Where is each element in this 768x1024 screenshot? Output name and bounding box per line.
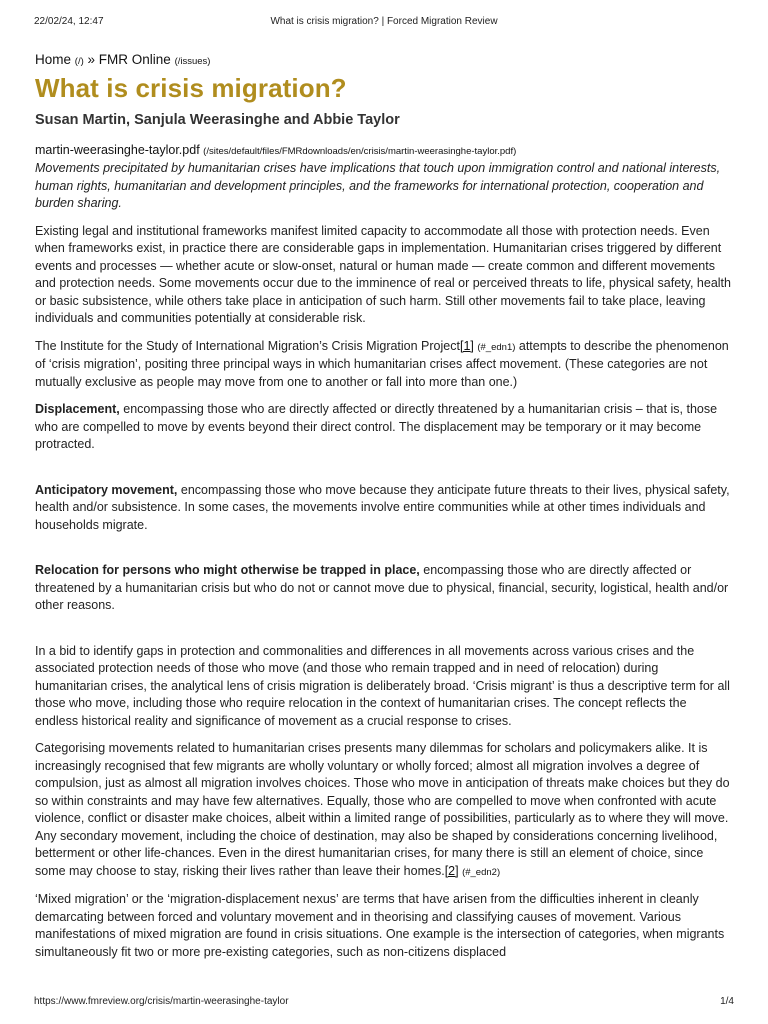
paragraph-displacement <box>35 401 733 454</box>
paragraph-1: Existing legal and institutional frameworks manifest limited capacity to accommodate all those with protection needs. Even when frameworks exist, in practice there are considerable gaps in implementation. Humanitarian crises triggered by different events and processes — whether acute or slow-onset, natural or human made — create common and different movements and protection needs. Some movements occur due to the imminence of real or perceived threats to life, physical safety, health or basic subsistence, while others take place in anticipation of such harm. Still other movements fail to take place, leaving individuals and communities potentially at considerable risk. <box>35 223 731 325</box>
breadcrumb <box>35 50 733 72</box>
footnote-link-1[interactable]: [1] <box>459 338 474 353</box>
pdf-download-link[interactable]: martin-weerasinghe-taylor.pdf <box>35 143 200 157</box>
paragraph-anticipatory <box>35 482 733 535</box>
paragraph-7 <box>35 740 733 881</box>
print-url: https://www.fmreview.org/crisis/martin-weerasinghe-taylor <box>34 996 289 1007</box>
breadcrumb-fmr-online-link[interactable]: FMR Online <box>98 52 171 67</box>
paragraph-relocation <box>35 562 733 615</box>
anticipatory-text: encompassing those who move because they anticipate future threats to their lives, physical safety, health and/or subsistence. In some cases, the movements involve entire communities while at other times individuals and households migrate. <box>35 482 730 532</box>
paragraph-2-text-b: attempts to describe the phenomenon of ‘crisis migration’, positing three principal ways in which humanitarian crises affect movement. (These categories are not mutually exclusive as people may move from one to another or fall into more than one.) <box>35 338 729 389</box>
page-title: What is crisis migration? <box>35 73 347 103</box>
print-header <box>34 16 734 30</box>
article-content <box>35 50 733 961</box>
print-timestamp: 22/02/24, 12:47 <box>34 16 104 27</box>
breadcrumb-fmr-path: (/issues) <box>174 56 211 67</box>
article-authors: Susan Martin, Sanjula Weerasinghe and Abbie Taylor <box>35 112 400 128</box>
paragraph-6: In a bid to identify gaps in protection and commonalities and differences in all movements across various crises and the associated protection needs of those who move (and those who remain trapped and in need of relocation) during humanitarian crises, the analytical lens of crisis migration is deliberately broad. ‘Crisis migrant’ is thus a descriptive term for all those who move, including those who require relocation in the context of humanitarian crises. The concept reflects the endless historical reality and significance of movement as a crucial response to crises. <box>35 643 730 728</box>
paragraph-2-text-a: The Institute for the Study of International Migration’s Crisis Migration Project <box>35 338 460 353</box>
breadcrumb-home-path: (/) <box>74 56 84 67</box>
footnote-path-2: (#_edn2) <box>462 866 501 878</box>
breadcrumb-separator: » <box>87 52 96 67</box>
footnote-link-2[interactable]: [2] <box>444 863 459 878</box>
displacement-text: encompassing those who are directly affected or directly threatened by a humanitarian crisis – that is, those who are compelled to move by events beyond their direct control. The displacement may be temporary or it may become protracted. <box>35 402 718 451</box>
print-page-title: What is crisis migration? | Forced Migration Review <box>270 16 498 27</box>
term-displacement: Displacement, <box>35 402 120 416</box>
term-relocation: Relocation for persons who might otherwise be trapped in place, <box>35 563 420 577</box>
pdf-path: (/sites/default/files/FMRdownloads/en/crisis/martin-weerasinghe-taylor.pdf) <box>203 146 517 157</box>
paragraph-2 <box>35 338 733 392</box>
footnote-path-1: (#_edn1) <box>477 341 516 353</box>
term-anticipatory: Anticipatory movement, <box>35 482 178 497</box>
article-lede: Movements precipitated by humanitarian crises have implications that touch upon immigration control and national interests, human rights, humanitarian and development principles, and the frameworks for international protection, cooperation and burden sharing. <box>35 161 721 210</box>
print-footer <box>34 996 734 1010</box>
paragraph-8: ‘Mixed migration’ or the ‘migration-displacement nexus’ are terms that have arisen from the difficulties inherent in cleanly demarcating between forced and voluntary movement and in theorising and classifying causes of movement. Various manifestations of mixed migration are found in crisis situations. One example is the intersection of categories, when migrants simultaneously fit two or more pre-existing categories, such as non-citizens displaced <box>35 892 725 959</box>
print-page-number: 1/4 <box>720 996 734 1007</box>
relocation-text: encompassing those who are directly affected or threatened by a humanitarian crisis but who do not or cannot move due to physical, financial, security, logistical, health and/or other reasons. <box>35 563 729 612</box>
paragraph-7-text: Categorising movements related to humanitarian crises presents many dilemmas for scholars and policymakers alike. It is increasingly recognised that few migrants are wholly voluntary or wholly forced; almost all migration involves a degree of compulsion, just as almost all migration involves choices. Those who move in anticipation of threats make choices but they do so within constraints and may have few alternatives. Equally, those who are compelled to move when confronted with acute violence, conflict or disaster make choices, albeit within a limited range of possibilities, particularly as to where they will move. Any secondary movement, including the choice of destination, may also be shaped by considerations concerning livelihood, betterment or other life-chances. Even in the direst humanitarian crises, for many there is still an element of choice, since some may choose to stay, risking their lives rather than leave their homes. <box>35 741 730 878</box>
breadcrumb-home-link[interactable]: Home <box>35 52 72 67</box>
pdf-download <box>35 142 733 160</box>
